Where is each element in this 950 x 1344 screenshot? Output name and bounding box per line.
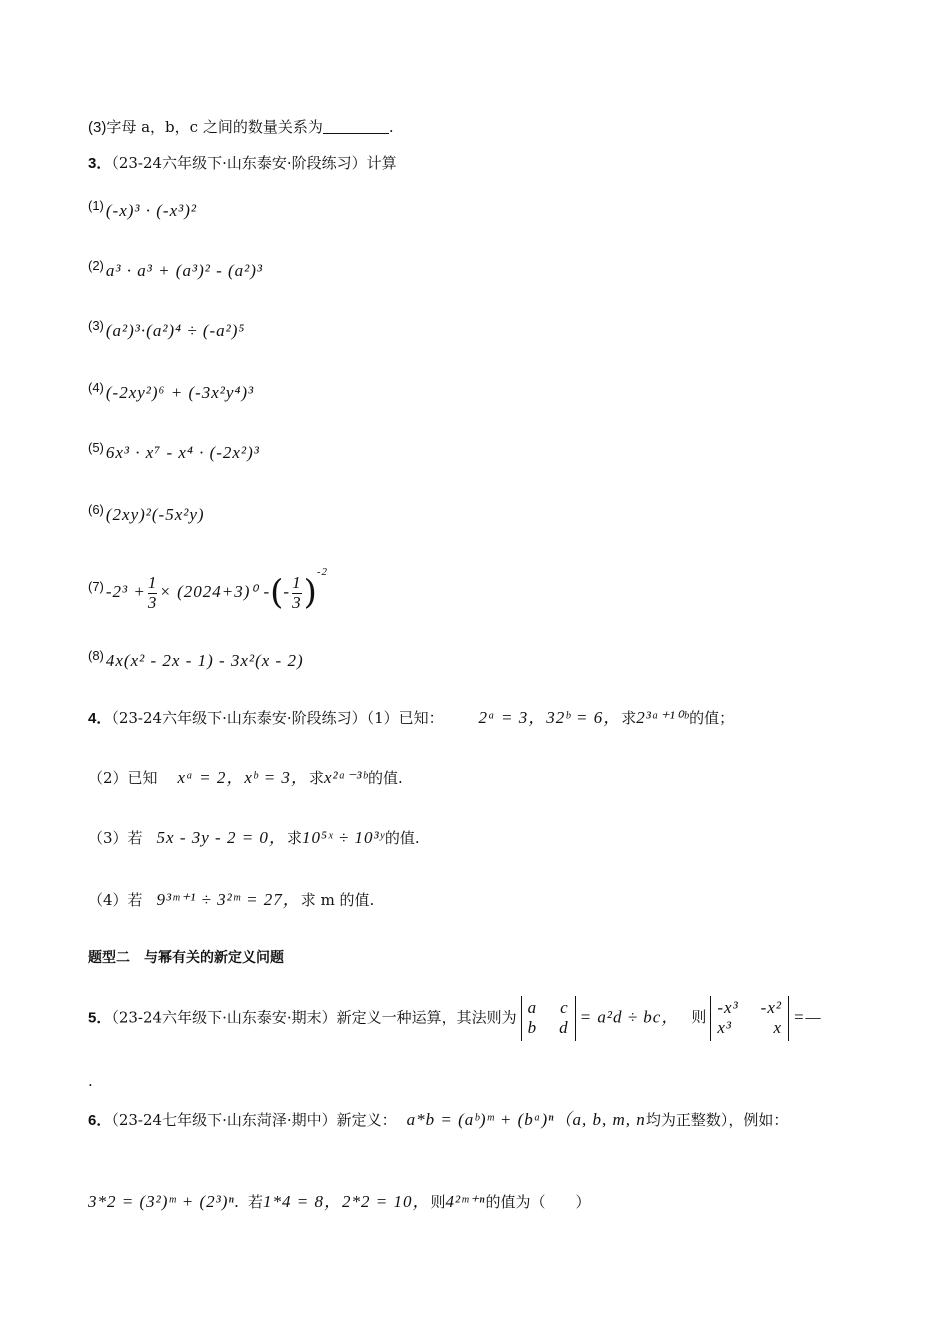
q3-item-8 — [88, 648, 304, 671]
given-expression: 5x - 3y - 2 = 0， — [156, 828, 287, 847]
variables: （a, b, m, n — [554, 1110, 646, 1129]
ask: 求 m 的值. — [300, 891, 375, 909]
question-number: 6． — [88, 1112, 112, 1129]
question-text: 新定义一种运算，其法则为 — [336, 1008, 517, 1027]
given-expression: 1*4 = 8，2*2 = 10， — [263, 1192, 431, 1211]
det-cell: -x³ — [717, 998, 739, 1017]
part-label: (3) — [88, 119, 107, 136]
given-expression: 9³ᵐ⁺¹ ÷ 3²ᵐ = 27， — [156, 890, 301, 909]
given-expression: xᵃ = 2，xᵇ = 3， — [177, 768, 309, 787]
part-label: （3）若 — [88, 829, 143, 847]
target-expression: 2³ᵃ⁺¹⁰ᵇ — [636, 708, 690, 727]
condition: 均为正整数），例如： — [645, 1111, 789, 1129]
ask: 求 — [308, 769, 324, 787]
question-4-part3 — [88, 828, 420, 848]
det-cell: b — [527, 1018, 538, 1038]
then: 则 — [691, 1008, 707, 1027]
target-expression: 4²ᵐ⁺ⁿ — [445, 1192, 486, 1211]
det-cell: d — [559, 1018, 569, 1038]
det-cell: -x² — [760, 998, 782, 1017]
item-expression-mid: × (2024+3)⁰ - — [159, 582, 271, 601]
item-label: (7) — [88, 579, 104, 594]
q3-item-5 — [88, 440, 260, 463]
section-title: 题型二 与幂有关的新定义问题 — [88, 950, 284, 966]
left-paren: ( — [270, 572, 284, 613]
item-expression: (a²)³·(a²)⁴ ÷ (-a²)⁵ — [105, 321, 246, 340]
item-label: (2) — [88, 258, 104, 273]
question-number: 3． — [88, 155, 112, 172]
q3-item-3 — [88, 318, 245, 341]
question-text: 新定义： — [336, 1111, 397, 1129]
det-cell: x — [773, 1018, 782, 1038]
fraction-numerator: 1 — [147, 572, 158, 592]
q3-item-6 — [88, 502, 205, 525]
part-label: （1）已知： — [366, 709, 444, 727]
fraction-numerator: 1 — [292, 572, 302, 592]
item-label: (1) — [88, 198, 104, 213]
right-paren: ) — [303, 572, 317, 613]
if: 若 — [247, 1193, 263, 1211]
question-number: 4． — [88, 710, 112, 727]
determinant-definition — [521, 996, 576, 1041]
part-label: （2）已知 — [88, 769, 158, 787]
exponent: -2 — [316, 566, 328, 578]
question-source: （23-24六年级下·山东泰安·期末） — [111, 1008, 337, 1027]
target-expression: x²ᵃ⁻³ᵇ — [323, 768, 369, 787]
item-label: (4) — [88, 380, 104, 395]
fraction-inner — [292, 574, 302, 612]
item-expression: (2xy)²(-5x²y) — [105, 505, 205, 524]
item-expression: 6x³ · x⁷ - x⁴ · (-2x²)³ — [105, 443, 260, 462]
part-end: 的值. — [384, 829, 420, 847]
q3-item-2 — [88, 258, 263, 281]
item-expression-pre: -2³ + — [105, 582, 146, 601]
q3-item-1 — [88, 198, 197, 221]
question-source: （23-24七年级下·山东菏泽·期中） — [111, 1111, 337, 1129]
item-expression: (-2xy²)⁶ + (-3x²y⁴)³ — [105, 383, 255, 402]
part-text: 字母 a，b，c 之间的数量关系为 — [106, 118, 323, 136]
fraction — [148, 574, 158, 612]
question-end: 的值为（ ） — [485, 1193, 591, 1211]
question-6 — [88, 1110, 788, 1130]
question-4-part4 — [88, 890, 374, 910]
q3-item-7: (7) -2³ + $\frac{1}{3}$ × (2024+3)⁰ -(- $\frac{1}{3}$ )$^{-2}$ — [88, 566, 328, 613]
item-expression: (-x)³ · (-x³)² — [105, 201, 197, 220]
item-expression: a³ · a³ + (a³)² - (a²)³ — [105, 261, 263, 280]
part-end: . — [388, 118, 394, 136]
item-label: (5) — [88, 440, 104, 455]
q2-part3-line — [88, 118, 394, 137]
ask: 求 — [286, 829, 302, 847]
part-end: 的值； — [689, 709, 735, 727]
det-cell: x³ — [717, 1018, 733, 1038]
question-source: （23-24六年级下·山东泰安·阶段练习） — [111, 154, 367, 172]
example-expression: 3*2 = (3²)ᵐ + (2³)ⁿ. — [88, 1192, 240, 1211]
q3-item-4 — [88, 380, 254, 403]
answer-blank: =— — [792, 1007, 822, 1027]
rule-expression: = a²d ÷ bc， — [579, 1007, 680, 1027]
det-cell: a — [527, 998, 538, 1017]
target-expression: 10⁵ˣ ÷ 10³ʸ — [301, 828, 385, 847]
fraction-denominator: 3 — [147, 592, 158, 612]
question-3-header — [88, 154, 397, 173]
ask: 求 — [621, 709, 637, 727]
definition-expression: a*b = (aᵇ)ᵐ + (bᵃ)ⁿ — [406, 1110, 555, 1129]
item-label: (6) — [88, 502, 104, 517]
question-4-part2 — [88, 768, 403, 788]
answer-blank — [323, 119, 389, 134]
item-label: (3) — [88, 318, 104, 333]
item-expression: 4x(x² - 2x - 1) - 3x²(x - 2) — [105, 651, 304, 670]
fraction-denominator: 3 — [292, 592, 302, 612]
det-cell: c — [560, 998, 569, 1017]
question-source: （23-24六年级下·山东泰安·阶段练习） — [111, 709, 367, 727]
question-instruction: 计算 — [366, 154, 397, 172]
part-end: 的值. — [368, 769, 403, 787]
determinant-problem — [710, 996, 789, 1041]
question-6-example — [88, 1192, 591, 1212]
then: 则 — [430, 1193, 446, 1211]
question-number: 5． — [88, 1009, 112, 1027]
question-4-part1 — [88, 708, 734, 728]
part-label: （4）若 — [88, 891, 143, 909]
question-5 — [88, 996, 822, 1041]
given-expression: 2ᵃ = 3，32ᵇ = 6， — [478, 708, 622, 727]
q5-trailing-period: . — [88, 1072, 93, 1090]
item-label: (8) — [88, 648, 104, 663]
